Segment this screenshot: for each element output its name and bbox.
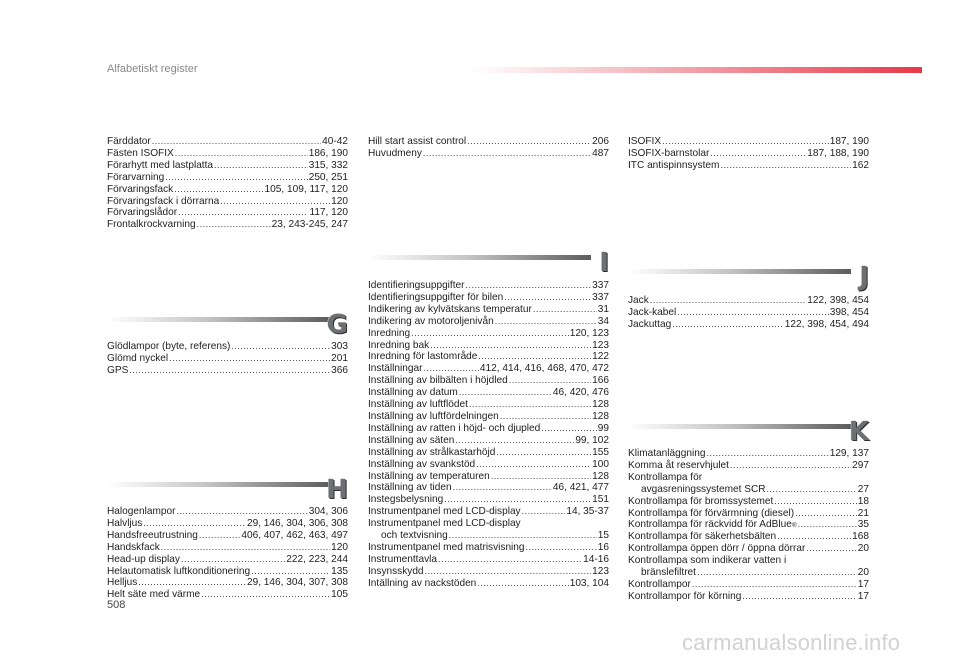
index-list-j <box>628 295 869 331</box>
entry-term: Halvljus <box>107 517 143 529</box>
entry-term: Förvaringsfack <box>107 183 174 195</box>
dot-leader <box>152 136 321 148</box>
entry-pages: 27 <box>857 483 869 495</box>
entry-pages: 315, 332 <box>308 159 348 171</box>
entry-term: Instegsbelysning <box>368 494 444 506</box>
entry-term: Kontrollampor för körning <box>628 590 742 602</box>
dot-leader <box>169 353 330 365</box>
entry-term: Kontrollampa för bromssystemet <box>628 495 774 507</box>
entry-term: Förarvarning <box>107 171 165 183</box>
entry-pages: 155 <box>592 446 609 458</box>
entry-term: Instrumentpanel med matrisvisning <box>368 541 525 553</box>
index-entry <box>368 530 609 542</box>
entry-term: Identifieringsuppgifter för bilen <box>368 291 504 303</box>
entry-pages: 303 <box>331 341 348 352</box>
index-entry <box>107 530 348 542</box>
dot-leader <box>795 508 857 520</box>
index-entry <box>368 411 609 423</box>
dot-leader <box>767 484 857 496</box>
index-entry <box>368 423 609 435</box>
index-entry <box>368 148 609 160</box>
index-entry <box>107 172 348 184</box>
entry-term: Inredning bak <box>368 339 430 351</box>
dot-leader <box>798 519 857 531</box>
dot-leader <box>201 589 330 601</box>
entry-pages: 129, 137 <box>829 448 869 459</box>
dot-leader <box>710 148 806 160</box>
entry-term: Handsfreeutrustning <box>107 529 198 541</box>
index-entry <box>107 353 348 365</box>
entry-term: Handskfack <box>107 541 160 553</box>
index-entry <box>628 319 869 331</box>
entry-pages: 100 <box>592 458 609 470</box>
index-entry <box>368 292 609 304</box>
section-rule <box>628 424 851 429</box>
entry-pages: 187, 190 <box>829 136 869 147</box>
dot-leader <box>455 435 574 447</box>
section-letter-g: G <box>326 310 348 340</box>
entry-term: Kontrollampor <box>628 578 691 590</box>
dot-leader <box>165 172 307 184</box>
index-entry <box>628 508 869 520</box>
dot-leader <box>220 196 330 208</box>
index-entry <box>368 471 609 483</box>
index-column-2 <box>368 136 609 160</box>
entry-term: Jackuttag <box>628 318 672 330</box>
entry-pages: 162 <box>852 159 869 171</box>
index-entry <box>107 589 348 601</box>
watermark: carmanualsonline.info <box>682 630 901 655</box>
entry-pages: 304, 306 <box>308 506 348 517</box>
section-header-j <box>628 262 869 296</box>
index-list-h <box>107 506 348 601</box>
index-entry <box>628 448 869 460</box>
entry-term: Glödlampor (byte, referens) <box>107 341 231 352</box>
index-entry <box>628 472 869 484</box>
entry-pages: 406, 407, 462, 463, 497 <box>241 529 348 541</box>
entry-pages: 128 <box>592 410 609 422</box>
entry-term: Instrumentpanel med LCD-display <box>368 518 521 530</box>
entry-term: ISOFIX-barnstolar <box>628 147 710 159</box>
index-list-f <box>107 136 348 231</box>
entry-term: Kontrollampa för <box>628 471 703 483</box>
section-letter-i: I <box>599 248 609 278</box>
index-column-1 <box>107 136 348 231</box>
index-entry <box>107 518 348 530</box>
dot-leader <box>476 459 591 471</box>
dot-leader <box>444 494 591 506</box>
entry-term: och textvisning <box>381 530 448 542</box>
dot-leader <box>662 136 829 148</box>
entry-term: Indikering av motoroljenivån <box>368 315 494 327</box>
entry-pages: 337 <box>592 291 609 303</box>
index-entry <box>107 148 348 160</box>
dot-leader <box>526 542 597 554</box>
index-entry <box>628 567 869 579</box>
entry-pages: 123 <box>592 339 609 351</box>
entry-term: Instrumentpanel med LCD-display <box>368 506 521 518</box>
entry-term: Jack <box>628 295 649 306</box>
entry-term: Inställning av ratten i höjd- och djupled <box>368 422 541 434</box>
entry-pages: 18 <box>857 495 869 507</box>
index-column-3 <box>628 136 869 172</box>
entry-term: Kontrollampa för säkerhetsbälten <box>628 531 777 543</box>
index-entry <box>368 304 609 316</box>
index-entry <box>368 316 609 328</box>
index-entry <box>628 307 869 319</box>
index-column-2-i <box>368 280 609 590</box>
entry-pages: 412, 414, 416, 468, 470, 472 <box>479 363 609 375</box>
entry-pages: 135 <box>331 565 348 577</box>
index-column-3-k <box>628 448 869 603</box>
entry-term: Inställningar <box>368 363 423 375</box>
dot-leader <box>199 530 240 542</box>
dot-leader <box>449 530 597 542</box>
entry-term: Head-up display <box>107 553 180 565</box>
entry-pages: 222, 223, 244 <box>286 553 348 565</box>
entry-pages: 99, 102 <box>575 434 609 446</box>
section-header-k <box>628 417 869 451</box>
dot-leader <box>742 591 856 603</box>
entry-pages: 34 <box>597 315 609 327</box>
entry-term: Helljus <box>107 577 138 589</box>
entry-term: Inställning av datum <box>368 387 458 399</box>
index-entry <box>368 363 609 375</box>
entry-pages: 168 <box>852 531 869 543</box>
index-entry <box>107 207 348 219</box>
index-entry <box>628 531 869 543</box>
entry-term: ITC antispinnsystem <box>628 159 720 171</box>
entry-pages: 120, 123 <box>569 327 609 339</box>
entry-term: Glömd nyckel <box>107 352 169 364</box>
entry-term: Insynsskydd <box>368 565 424 577</box>
entry-term: Helt säte med värme <box>107 589 201 601</box>
entry-pages: 366 <box>331 364 348 376</box>
dot-leader <box>138 577 246 589</box>
entry-pages: 35 <box>857 519 869 531</box>
entry-term: ISOFIX <box>628 136 662 147</box>
dot-leader <box>178 207 308 219</box>
dot-leader <box>774 496 856 508</box>
entry-term: Halogenlampor <box>107 506 176 517</box>
index-entry <box>107 554 348 566</box>
entry-term: Fästen ISOFIX <box>107 147 174 159</box>
entry-pages: 99 <box>597 422 609 434</box>
entry-pages: 122, 398, 454 <box>807 295 869 306</box>
entry-term: Intällning av nackstöden <box>368 577 477 589</box>
index-entry <box>107 365 348 377</box>
index-entry <box>368 482 609 494</box>
section-letter-k: K <box>848 417 869 447</box>
dot-leader <box>522 506 566 518</box>
entry-pages: 206 <box>592 136 609 147</box>
index-entry <box>628 496 869 508</box>
entry-term: Förvaringsfack i dörrarna <box>107 195 220 207</box>
entry-pages: 120 <box>331 541 348 553</box>
entry-term: Hill start assist control <box>368 136 467 147</box>
entry-term: avgasreningssystemet SCR <box>641 483 766 495</box>
entry-pages: 103, 104 <box>569 577 609 589</box>
index-list-i <box>368 280 609 590</box>
entry-term: Identifieringsuppgifter <box>368 280 465 291</box>
dot-leader <box>495 316 597 328</box>
dot-leader <box>677 307 828 319</box>
dot-leader <box>500 411 591 423</box>
dot-leader <box>509 375 591 387</box>
section-letter-j: J <box>859 262 869 292</box>
entry-term: Förarhytt med lastplatta <box>107 159 214 171</box>
index-entry <box>628 460 869 472</box>
dot-leader <box>650 295 806 307</box>
entry-pages: 105 <box>331 589 348 601</box>
entry-term: Komma åt reservhjulet <box>628 459 729 471</box>
index-entry <box>368 506 609 518</box>
dot-leader <box>720 160 851 172</box>
dot-leader <box>197 219 271 231</box>
entry-term: Kontrollampa för förvärmning (diesel) <box>628 507 795 519</box>
entry-pages: 16 <box>597 541 609 553</box>
entry-pages: 20 <box>857 543 869 555</box>
dot-leader <box>478 351 591 363</box>
index-entry <box>368 351 609 363</box>
entry-pages: 201 <box>331 352 348 364</box>
index-column-3-j <box>628 295 869 331</box>
index-entry <box>368 387 609 399</box>
index-entry <box>368 340 609 352</box>
index-column-1-g <box>107 341 348 377</box>
index-entry <box>368 566 609 578</box>
index-column-1-h <box>107 506 348 601</box>
page-number: 508 <box>107 599 126 611</box>
index-list-k <box>628 448 869 603</box>
dot-leader <box>176 506 307 518</box>
index-entry <box>628 295 869 307</box>
entry-term: Inställning av luftfördelningen <box>368 410 499 422</box>
dot-leader <box>175 148 308 160</box>
index-entry <box>107 184 348 196</box>
section-rule <box>368 255 591 260</box>
dot-leader <box>467 136 591 148</box>
entry-pages: 15 <box>597 530 609 542</box>
dot-leader <box>491 471 591 483</box>
entry-term: Inställning av strålkastarhöjd <box>368 446 496 458</box>
entry-pages: 398, 454 <box>829 306 869 318</box>
index-list-i-cont <box>628 136 869 172</box>
index-entry: Kontrollampa för räckvidd för AdBlue ® ..... 35 <box>628 519 869 531</box>
entry-pages: 46, 421, 477 <box>552 482 609 494</box>
index-entry <box>628 591 869 603</box>
index-entry <box>628 555 869 567</box>
index-entry <box>628 543 869 555</box>
dot-leader <box>174 184 263 196</box>
dot-leader <box>425 566 592 578</box>
entry-pages: 297 <box>852 459 869 471</box>
index-list-g <box>107 341 348 377</box>
entry-term: Inställning av luftflödet <box>368 399 468 411</box>
dot-leader <box>477 578 568 590</box>
entry-term: Inredning <box>368 327 411 339</box>
entry-term: Förvaringslådor <box>107 207 178 219</box>
index-entry <box>368 435 609 447</box>
entry-pages: 120 <box>331 195 348 207</box>
entry-term: Indikering av kylvätskans temperatur <box>368 303 532 315</box>
dot-leader <box>231 341 330 353</box>
header-accent-bar <box>470 67 922 73</box>
dot-leader <box>143 518 246 530</box>
entry-term: Klimatanläggning <box>628 448 706 459</box>
index-entry <box>107 219 348 231</box>
index-entry <box>368 375 609 387</box>
dot-leader <box>697 567 857 579</box>
entry-pages: 122 <box>592 351 609 363</box>
index-entry <box>107 542 348 554</box>
index-entry <box>107 341 348 353</box>
index-entry <box>107 577 348 589</box>
entry-pages: 17 <box>857 578 869 590</box>
dot-leader <box>469 399 591 411</box>
entry-pages: 20 <box>857 567 869 579</box>
entry-pages: 187, 188, 190 <box>807 147 869 159</box>
entry-term: Instrumenttavla <box>368 553 438 565</box>
entry-term: Inställning av bilbälten i höjdled <box>368 375 508 387</box>
entry-pages: 29, 146, 304, 307, 308 <box>246 577 348 589</box>
dot-leader <box>453 482 552 494</box>
entry-pages: 40-42 <box>322 136 348 147</box>
entry-term: Inställning av temperaturen <box>368 470 490 482</box>
dot-leader <box>806 543 856 555</box>
dot-leader <box>541 423 597 435</box>
index-entry <box>628 484 869 496</box>
dot-leader <box>706 448 828 460</box>
index-entry <box>368 459 609 471</box>
index-entry <box>368 542 609 554</box>
dot-leader <box>496 447 591 459</box>
entry-term: Kontrollampa öppen dörr / öppna dörrar <box>628 543 806 555</box>
dot-leader <box>504 292 591 304</box>
entry-pages: 128 <box>592 470 609 482</box>
entry-pages: 31 <box>597 303 609 315</box>
index-entry <box>368 399 609 411</box>
index-entry <box>368 578 609 590</box>
entry-term: Kontrollampa som indikerar vatten i <box>628 555 787 567</box>
entry-pages: 105, 109, 117, 120 <box>264 183 348 195</box>
dot-leader <box>459 387 552 399</box>
entry-term: Huvudmeny <box>368 147 422 159</box>
index-entry <box>368 518 609 530</box>
index-entry <box>107 196 348 208</box>
dot-leader <box>423 148 591 160</box>
section-header-h <box>107 475 348 509</box>
section-title: Alfabetiskt register <box>107 63 198 75</box>
entry-term: Jack-kabel <box>628 306 677 318</box>
entry-pages: 250, 251 <box>308 171 348 183</box>
dot-leader <box>777 531 851 543</box>
index-entry <box>368 554 609 566</box>
dot-leader <box>411 328 569 340</box>
index-entry <box>107 160 348 172</box>
dot-leader <box>672 319 784 331</box>
index-entry <box>368 447 609 459</box>
dot-leader <box>466 280 592 292</box>
entry-pages: 487 <box>592 147 609 159</box>
dot-leader <box>129 365 330 377</box>
index-entry <box>628 160 869 172</box>
entry-pages: 337 <box>592 280 609 291</box>
entry-term: bränslefiltret <box>641 567 696 579</box>
dot-leader <box>423 363 478 375</box>
entry-pages: 46, 420, 476 <box>552 387 609 399</box>
entry-term: Färddator <box>107 136 151 147</box>
section-rule <box>107 482 330 487</box>
index-list-h-cont <box>368 136 609 160</box>
dot-leader <box>181 554 285 566</box>
entry-pages: 122, 398, 454, 494 <box>784 318 869 330</box>
index-entry <box>368 136 609 148</box>
index-entry <box>368 494 609 506</box>
section-header-g <box>107 310 348 344</box>
index-entry <box>107 136 348 148</box>
entry-term: Inredning för lastområde <box>368 351 478 363</box>
section-header-i <box>368 248 609 282</box>
entry-pages: 123 <box>592 565 609 577</box>
entry-pages: 23, 243-245, 247 <box>271 219 348 231</box>
entry-pages: 29, 146, 304, 306, 308 <box>246 517 348 529</box>
dot-leader <box>251 566 330 578</box>
index-entry <box>628 136 869 148</box>
dot-leader <box>730 460 851 472</box>
index-entry <box>107 506 348 518</box>
entry-pages: 14-16 <box>583 553 609 565</box>
entry-term: Inställning av säten <box>368 434 455 446</box>
index-entry <box>107 566 348 578</box>
entry-pages: 128 <box>592 399 609 411</box>
entry-pages: 14, 35-37 <box>566 506 609 518</box>
index-entry <box>628 148 869 160</box>
section-letter-h: H <box>326 475 348 505</box>
entry-term: Helautomatisk luftkonditionering <box>107 565 251 577</box>
entry-pages: 117, 120 <box>309 207 348 219</box>
entry-term: Kontrollampa för räckvidd för AdBlue <box>628 519 792 531</box>
entry-pages: 17 <box>857 590 869 602</box>
dot-leader <box>533 304 597 316</box>
dot-leader <box>161 542 330 554</box>
dot-leader <box>214 160 308 172</box>
section-rule <box>107 317 330 322</box>
entry-pages: 151 <box>592 494 609 506</box>
entry-pages: 166 <box>592 375 609 387</box>
entry-pages: 186, 190 <box>308 147 348 159</box>
entry-term: Inställning av tiden <box>368 482 452 494</box>
index-entry <box>368 280 609 292</box>
index-entry <box>368 328 609 340</box>
dot-leader <box>430 340 591 352</box>
index-entry <box>628 579 869 591</box>
entry-term: GPS <box>107 364 129 376</box>
entry-term: Inställning av svankstöd <box>368 458 476 470</box>
entry-pages: 21 <box>857 507 869 519</box>
dot-leader <box>438 554 582 566</box>
entry-term: Frontalkrockvarning <box>107 219 196 231</box>
section-rule <box>628 269 851 274</box>
dot-leader <box>692 579 857 591</box>
